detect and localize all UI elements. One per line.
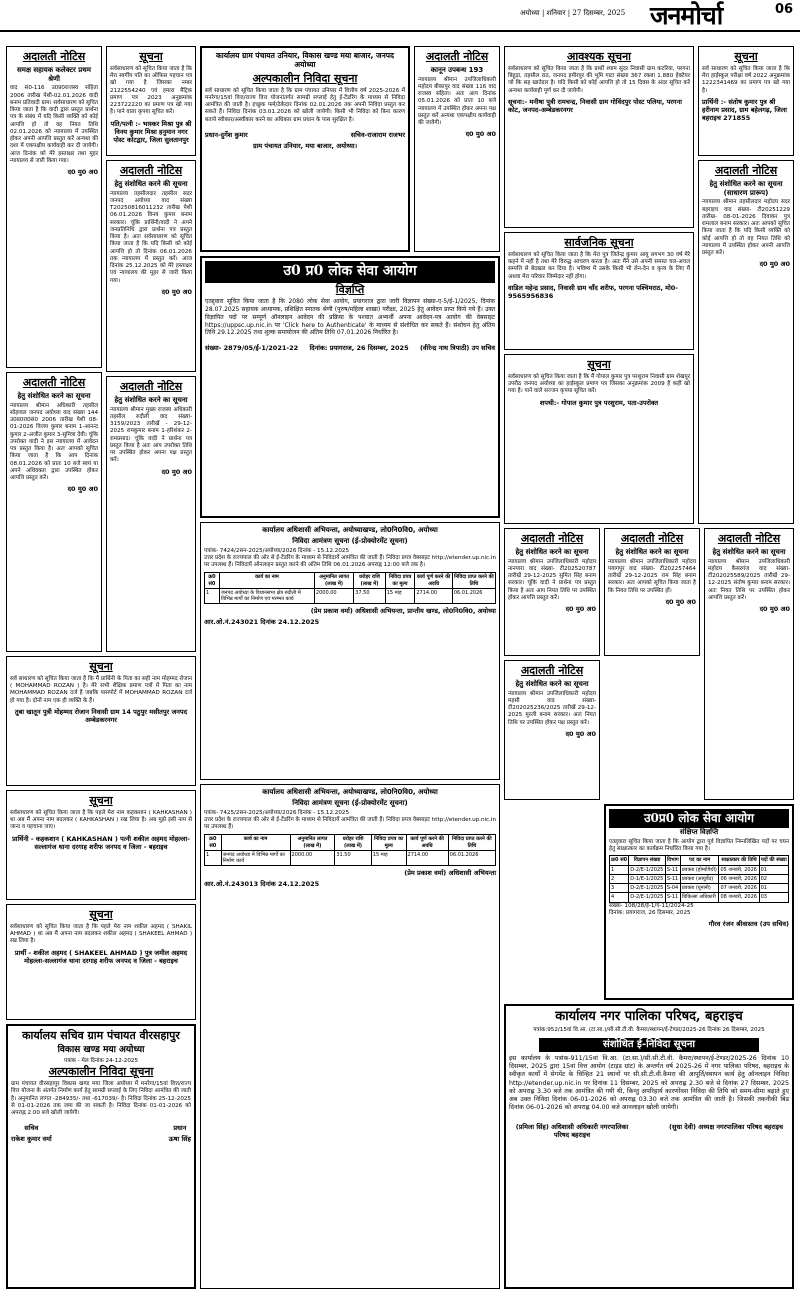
village-tender-notice-2 (6, 1024, 196, 1289)
table-row (610, 874, 789, 883)
notice-sign: वाडिल महेन्द्र प्रसाद, निवासी ग्राम चाँद शरीफ, परगना पश्चिमराठ, मो0-9565956836 (508, 283, 678, 300)
col-header: साक्षात्कार की तिथि (719, 856, 759, 865)
table-cell: 01 (759, 865, 788, 874)
notice-body: ग्राम पंचायत वीरसहापुर विकास खण्ड मया जिला अयोध्या में मनरेगा/15वां वित्त/राज्य वित्त योजना के अंतर्गत निर्माण कार्य हेतु सामग्री सप्लाई के लिए निविदा आमंत्रित की जाती है। अनुमानित लागत -284935/- तथा -617039/- है। निविदा दिनांक 25-12-2025 से 01-01-2026 तक जमा की जा सकती है। निविदा दिनांक 01-01-2026 को अपराह्न 2.00 बजे खोली जायेगी। (11, 1081, 191, 1117)
uppsc2-title: उ0प्र0 लोक सेवा आयोग (609, 809, 789, 828)
table-cell: 1 (205, 850, 222, 866)
col-header: कार्य का नाम (221, 835, 290, 851)
notice-body: वाद सं0-116 उ0प्र0राजस्व संहिता 2006 तारीख पेशी-02.01.2026 वादी बनाम प्रतिवादी ग्राम। सर्वसाधारण को सूचित किया जाता है कि वादी द्वारा प्रस्तुत प्रार्थना पत्र के संबंध में यदि किसी व्यक्ति को कोई आपत्ति हो तो वह नियत तिथि 02.01.2026 को न्यायालय में उपस्थित होकर अपनी आपत्ति प्रस्तुत करें अन्यथा की दशा में एकपक्षीय कार्यवाही कर दी जायेगी। आज दिनांक को मेरे हस्ताक्षर तथा मुहर न्यायालय से जारी किया गया। (10, 85, 98, 164)
notice-sign: द0 मु0 अ0 (665, 597, 696, 606)
col-header: निविदा प्राप्त करने की तिथि (448, 835, 495, 851)
uppsc-title: उ0 प्र0 लोक सेवा आयोग (205, 261, 495, 283)
notice-subtitle: अल्पकालीन निविदा सूचना (48, 1065, 154, 1079)
table-row (205, 588, 496, 604)
notice-subtitle: हेतु संशोधित करने का सूचना (साधारण प्रारूप) (709, 179, 783, 197)
table-cell: 05 जनवरी, 2026 (719, 865, 759, 874)
table-cell: प्रवक्ता (यूनानी) (680, 884, 719, 893)
notice-title: अदालती नोटिस (119, 380, 183, 393)
court-notice-6 (698, 160, 794, 524)
table-cell: S-11 (665, 865, 680, 874)
notice-title: अदालती नोटिस (714, 164, 778, 177)
col-header: क्र0 सं0 (205, 835, 222, 851)
table-cell: प्रवक्ता (आयुर्वेद) (680, 874, 719, 883)
notice-body: न्यायालय श्रीमान उपजिलाधिकारी महोदय नानपारा वाद संख्या- टी202520787 तारीखें 29-12-2025 सुमित सिंह बनाम सरकार। चूंकि वादी ने प्रार्थना पत्र प्रस्तुत किया है अतः आप नियत तिथि पर उपस्थित होकर आपत्ति प्रस्तुत करें। (508, 558, 596, 601)
pwd-tender-2 (200, 784, 500, 1289)
col-header: कार्य पूर्ण करने की अवधि (406, 835, 448, 851)
table-cell: 31.50 (335, 850, 372, 866)
page-number: 06 (775, 2, 794, 17)
col-header: धरोहर राशि (लाख में) (335, 835, 372, 851)
notice-title: अदालती नोटिस (520, 664, 584, 677)
table-cell: D-2/E-1/2025 (629, 884, 666, 893)
uppsc2-signatory: गौरव रंजन श्रीवास्तव (उप सचिव) (708, 920, 789, 929)
notice-subtitle: अल्पकालीन निविदा सूचना (252, 71, 358, 85)
notice-body: न्यायालय श्रीमान अधिकारी तहसील सोहावल जनपद अयोध्या वाद संख्या 144 उ0प्र0रा0सं0 2006 तारीख पेशी 08-01-2026 विजय कुमार बनाम 1-आनन्द कुमार 2-अजीत कुमार 3-सुमित्रा देवी। चूंकि उपरोक्त वादी ने इस न्यायालय में आवेदन पत्र प्रस्तुत किया है। अतः आपको सूचित किया जाता है कि आप दिनांक 08.01.2026 को प्रातः 10 बजे स्वयं या अपने अधिवक्ता द्वारा उपस्थित होकर आपत्ति प्रस्तुत करें। (10, 402, 98, 482)
notice-sign: प्रार्थिनी - कहकशान ( KAHKASHAN ) पत्नी शकील अहमद मोहल्ला-सल्लागंज थाना दरगाह शरीफ जनपद व जिला - बहराइच (12, 834, 190, 851)
notice-sign: द0 मु0 अ0 (565, 605, 596, 614)
table-cell: 01 (759, 884, 788, 893)
notice-body: सर्वसाधारण को सूचित किया जाता है कि प्रार्थी श्याम सुंदर निवासी ग्राम कटरिया, परगना बिहुड़ा, तहसील राठ, जनपद हमीरपुर की भूमि गाटा संख्या 367 रकबा 1.880 हेक्टेयर जो कि सह खातेदार है। यदि किसी को कोई आपत्ति हो तो 15 दिवस के अंदर सूचित करें अन्यथा कार्यवाही पूर्ण कर दी जायेगी। (508, 65, 690, 94)
table-row (610, 893, 789, 902)
table-cell: D-1/E-1/2025 (629, 874, 666, 883)
notice-subtitle: हेतु संशोधित करने की सूचना (114, 179, 188, 188)
col-header: विभाग (666, 857, 679, 864)
tender-header: कार्यालय अधिशासी अभियन्ता, अयोध्याखण्ड, लो0नि0वि0, अयोध्या (262, 788, 438, 796)
court-notice-9 (504, 660, 600, 800)
important-notice (504, 46, 694, 228)
notice-body: न्यायालय तहसीलदार तहसील सदर जनपद अयोध्या वाद संख्या T20250816011232 तारीख पेशी 06.01.2026 विनय कुमार बनाम सरकार। चूंकि प्रार्थिनी/वादी ने अपने जनप्रतिनिधि द्वारा प्रार्थना पत्र प्रस्तुत किया है। अतः सर्वसाधारण को सूचित किया जाता है कि यदि किसी को कोई आपत्ति हो तो दिनांक 06.01.2026 तक न्यायालय में प्रस्तुत करें। आज दिनांक 25.12.2025 को मेरे हस्ताक्षर एवं न्यायालय की मुहर से जारी किया गया। (110, 190, 192, 284)
tender-subheader: निविदा आमंत्रण सूचना (ई-प्रोक्योरमेंट सूचना) (292, 536, 408, 545)
tender-adv-number: आर.ओ.नं.243021 दिनांक 24.12.2025 (204, 618, 320, 627)
tender-adv-number: आर.ओ.नं.243013 दिनांक 24.12.2025 (204, 880, 320, 889)
newspaper-logo: जनमोर्चा (650, 1, 723, 30)
table-cell: 06.01.2026 (448, 850, 495, 866)
notice-title-2: विकास खण्ड मया अयोध्या (57, 1044, 145, 1055)
uppsc2-date: दिनांक: प्रयागराज, 26 दिसम्बर, 2025 (609, 909, 691, 916)
table-cell: जनपद अयोध्या के विधानसभा क्षेत्र रुदौली में विभिन्न मार्गों का निर्माण एवं मरम्मत कार्य (219, 588, 314, 604)
uppsc-signatory: (वीरेन्द्र नाथ त्रिपाठी) उप सचिव (419, 344, 495, 353)
notice-title: अदालती नोटिस (119, 164, 183, 177)
table-cell: 06 जनवरी, 2026 (719, 874, 759, 883)
pradhan-sign: प्रधान-दुर्गेश कुमार (205, 130, 248, 139)
notice-sign: द0 मु0 अ0 (67, 485, 98, 494)
uppsc-notice (200, 256, 500, 518)
notice-body: सर्वसाधारण को सूचित किया जाता है कि मेरा पुत्र जितेन्द्र कुमार आयु लगभग 30 वर्ष मेरे कहने में नहीं है तथा मेरे विरुद्ध आचरण करता है। अतः मैंने उसे अपनी समस्त चल-अचल सम्पत्ति से बेदखल कर दिया है। भविष्य में उसके किसी भी लेन-देन व कृत्य के लिए मैं अथवा मेरा परिवार जिम्मेदार नहीं होगा। (508, 251, 690, 280)
table-cell: 4 (610, 893, 629, 902)
tender-sign: (प्रेम प्रकाश वर्मा) अधिशासी अभियन्ता (404, 869, 496, 878)
table-cell: 2714.00 (406, 850, 448, 866)
court-notice-3 (106, 160, 196, 372)
table-cell: 02 (759, 874, 788, 883)
notice-title: अदालती नोटिस (717, 532, 781, 545)
table-cell: प्रवक्ता (होम्योपैथी) (680, 865, 719, 874)
notice-title: अदालती नोटिस (620, 532, 684, 545)
sachiv-name: राकेश कुमार वर्मा (11, 1135, 52, 1144)
court-notice-4 (106, 376, 196, 652)
col-header: पद का नाम (680, 856, 719, 865)
table-cell: जनपद अयोध्या में विभिन्न मार्गों का निर्माण कार्य (221, 850, 290, 866)
notice-title: सूचना (89, 660, 113, 673)
notice-sign: द0 मु0 अ0 (67, 168, 98, 177)
notice-body: सर्वसाधारण को सूचित किया जाता है कि मेरा स्वर्गीय पति का ऑफिस पहचान पत्र खो गया है जिसका नम्बर 2122554240 एवं हमारा मैट्रिक प्रमाण पत्र 2023 अनुक्रमांक 223722220 का प्रमाण पत्र खो गया है। पाने वाला कृपया सूचित करें। (110, 65, 192, 116)
notice-body: सर्व साधारण को सूचित किया जाता है कि मैं प्रार्थिनी के पिता का सही नाम मोहम्मद रोजान ( MOHAMMAD ROZAN ) है। मेरे सभी शैक्षिक प्रमाण पत्रों में पिता का नाम MOHAMMAD ROZAN दर्ज है जबकि पासपोर्ट में MOHAMMAD ROZAN दर्ज हो गया है। दोनों नाम एक ही व्यक्ति के हैं। (10, 675, 192, 704)
col-header: कार्य पूर्ण करने की अवधि (416, 574, 451, 587)
table-cell: 37.50 (354, 588, 386, 604)
uppsc-vigyapti: विज्ञप्ति (335, 282, 365, 296)
notice-title: आवश्यक सूचना (566, 50, 632, 63)
court-notice-10 (704, 528, 794, 800)
notice-body: न्यायालय श्रीमान मुख्य राजस्व अधिकारी तहसील रुदौली वाद संख्या- 3159/2023 तारीखें - 29-12-2025 रामकुमार बनाम 1-हरिशंकर 2-रामप्रसाद। चूंकि वादी ने प्रार्थना पत्र प्रस्तुत किया है अतः आप उपरोक्त तिथि पर उपस्थित होकर अपना पक्ष प्रस्तुत करें। (110, 406, 192, 464)
table-cell: 07 जनवरी, 2026 (719, 884, 759, 893)
col-header: विज्ञापन संख्या (629, 856, 666, 865)
notice-title: सूचना (587, 358, 611, 371)
table-cell: 3 (610, 884, 629, 893)
tender-body: उत्तर प्रदेश के राज्यपाल की ओर से ई-टेंडरिंग के माध्यम से निविदायें आमंत्रित की जाती हैं। निविदा प्रपत्र वेबसाइट http://etender.up.nic.in पर उपलब्ध हैं। (204, 816, 496, 831)
notice-sign: द0 मु0 अ0 (565, 729, 596, 738)
col-header: अनुमानित लागत (लाख में) (290, 835, 335, 851)
nagar-subtitle: संशोधित ई-निविदा सूचना (539, 1038, 759, 1053)
uppsc-date: दिनांक: प्रयागराज, 26 दिसम्बर, 2025 (309, 344, 409, 353)
notice-sign: तुबा खातून पुत्री मोहम्मद रोजान निवासी ग्राम 14 पठुपुर मसीतपुर जनपद अम्बेडकरनगर (14, 707, 188, 724)
notice-subtitle: हेतु संशोधित करने का सूचना (712, 547, 786, 556)
notice-body: न्यायालय श्रीमान तहसीलदार महोदय सदर बहराइच वाद संख्या- टी20251229 तारीख- 08-01-2026 दिवाकर पुत्र रामलाल बनाम सरकार। अतः आपको सूचित किया जाता है कि यदि किसी व्यक्ति को कोई आपत्ति हो तो वह नियत तिथि को न्यायालय में उपस्थित होकर अपनी आपत्ति प्रस्तुत करें। (702, 199, 790, 257)
table-cell: 03 (759, 893, 788, 902)
col-header: पदों की संख्या (760, 857, 787, 864)
notice-title: सूचना (89, 794, 113, 807)
notice-sign: प्रार्थिनी :- संतोष कुमार पुत्र श्री हरीनाम प्रसाद, ग्राम बहेलगढ़, जिला बहराइच 271855 (702, 97, 787, 123)
notice-subtitle: समक्ष सहायक कलेक्टर प्रथम श्रेणी (17, 65, 91, 83)
notice-title: सूचना (89, 908, 113, 921)
notice-sign: द0 मु0 अ0 (161, 467, 192, 476)
table-cell: 2000.00 (290, 850, 335, 866)
table-cell: 2000.00 (314, 588, 353, 604)
pradhan-name: ऊषा सिंह (168, 1135, 191, 1144)
notice-ref: पत्रांक - मेल दिनांक 24-12-2025 (63, 1058, 139, 1064)
col-header: निविदा प्रपत्र का मूल्य (371, 835, 406, 851)
notice-subtitle: हेतु संशोधित करने का सूचना (17, 391, 91, 400)
notice-subtitle: हेतु संशोधित करने का सूचना (515, 547, 589, 556)
table-cell: D-2/E-1/2025 (629, 893, 666, 902)
tender-subheader: निविदा आमंत्रण सूचना (ई-प्रोक्योरमेंट सूचना) (292, 798, 408, 807)
lost-certificate-notice (504, 354, 694, 524)
nagar-title: कार्यालय नगर पालिका परिषद, बहराइच (555, 1009, 743, 1024)
table-cell: 06.01.2026 (452, 588, 495, 604)
uppsc-ref-number: संख्या- 2879/05/ई-1/2021-22 (205, 344, 299, 353)
col-header: अनुमानित लागत (लाख में) (314, 573, 353, 589)
notice-sign: प्रार्थी - शकील अहमद ( SHAKEEL AHMAD ) पुत्र जमील अहमद मोहल्ला-सल्लागंज थाना दरगाह शरीफ जनपद व जिला - बहराइच (14, 948, 188, 965)
uppsc-body: एतद्द्वारा सूचित किया जाता है कि 2080 लोक सेवा आयोग, प्रयागराज द्वारा जारी विज्ञापन संख्या-ए-5/ई-1/2025, दिनांक 28.07.2025 सहायक अध्यापक, प्रशिक्षित स्नातक श्रेणी (पुरुष/महिला शाखा) परीक्षा, 2025 हेतु आवेदन प्राप्त किये गये हैं। उक्त विज्ञापित पदों पर सम्पूर्ण ऑनलाइन आवेदन की प्रक्रिया के पश्चात अभ्यर्थी अपना आवेदन-पत्र आयोग की वेबसाइट https://uppsc.up.nic.in पर 'Click here to Authenticate' के माध्यम से संशोधित कर सकते हैं। संशोधन हेतु अंतिम तिथि 29.12.2025 तथा शुल्क समायोजन की अंतिम तिथि 07.01.2026 निर्धारित है। (205, 298, 495, 337)
tender-body: उत्तर प्रदेश के राज्यपाल की ओर से ई-टेंडरिंग के माध्यम से निविदायें आमंत्रित की जाती हैं। निविदा प्रपत्र वेबसाइट http://etender.up.nic.in पर उपलब्ध हैं। निविदायें ऑनलाइन प्रस्तुत करने की अंतिम तिथि 06.01.2026 अपराह्न 12:00 बजे तक है। (204, 554, 496, 569)
uppsc-interview-notice (604, 804, 794, 1000)
notice-body: सर्वसाधारण को सूचित किया जाता है कि पहले मेरा नाम कहकशान ( KAHKASHAN ) था अब मैं अपना नाम बदलकर ( KAHKASHAN ) रख लिया है। अब मुझे इसी नाम से जाना व पहचाना जाए। (10, 809, 192, 831)
tender-header: कार्यालय अधिशासी अभियन्ता, अयोध्याखण्ड, लो0नि0वि0, अयोध्या (262, 526, 438, 534)
uppsc2-body: एतद्द्वारा सूचित किया जाता है कि आयोग द्वारा पूर्व विज्ञापित निम्नलिखित पदों पर चयन हेतु साक्षात्कार का कार्यक्रम निर्धारित किया गया है। (609, 838, 789, 853)
table-cell: S-11 (665, 893, 680, 902)
pradhan-label: प्रधान (173, 1124, 187, 1133)
notice-title: कार्यालय ग्राम पंचायत उनियार, विकास खण्ड मया बाजार, जनपद अयोध्या (216, 51, 394, 70)
table-cell: 15 माह (371, 850, 406, 866)
notice-footer: ग्राम पंचायत उनियार, मया बाजार, अयोध्या। (252, 141, 358, 150)
masthead (0, 0, 800, 32)
notice-body: सर्व साधारण को सूचित किया जाता है कि ग्राम पंचायत उनियार में वित्तीय वर्ष 2025-2026 में मनरेगा/15वां वित्त/राज्य वित्त योजनांतर्गत सामग्री सप्लाई हेतु ई-टेंडरिंग के माध्यम से निविदा आमंत्रित की जाती है। इच्छुक फर्म/ठेकेदार दिनांक 02.01.2026 तक अपनी निविदा प्रस्तुत कर सकते हैं। निविदा दिनांक 03.01.2026 को खोली जायेगी। किसी भी निविदा को बिना कारण बताये स्वीकार/अस्वीकार करने का अधिकार ग्राम प्रधान के पास सुरक्षित है। (205, 87, 405, 123)
notice-title: सूचना (734, 50, 758, 63)
col-header: कार्य का नाम (219, 573, 314, 589)
notice-title: सूचना (139, 50, 163, 63)
notice-body: न्यायालय श्रीमान उपजिलाधिकारी महोदय पयागपुर वाद संख्या- टी202257464 तारीखें 29-12-2025 राम सिंह बनाम सरकार। अतः आपको सूचित किया जाता है कि नियत तिथि पर उपस्थित हों। (608, 558, 696, 594)
uppsc2-subtitle: संक्षिप्त विज्ञप्ति (679, 828, 719, 836)
notice-body: न्यायालय श्रीमान उपजिलाधिकारी महोदय बीकापुर वाद संख्या 116 वाद राजस्व संहिता। अतः आप दिनांक 05.01.2026 को प्रातः 10 बजे न्यायालय में उपस्थित होकर अपना पक्ष प्रस्तुत करें अन्यथा एकपक्षीय कार्यवाही की जायेगी। (418, 76, 496, 127)
notice-subtitle: हेतु संशोधित करने का सूचना (515, 679, 589, 688)
notice-body: सर्व साधारण को सूचित किया जाता है कि मेरा हाईस्कूल परीक्षा वर्ष 2022 अनुक्रमांक 1222341469 का प्रमाण पत्र खो गया है। (702, 65, 790, 94)
name-correction-notice (6, 656, 196, 786)
col-header: निविदा प्रपत्र का मूल्य (385, 573, 415, 589)
table-cell: 15 माह (385, 588, 415, 604)
sachiv-label: सचिव (24, 1124, 39, 1133)
notice-body: सर्वसाधारण को सूचित किया जाता है कि मैं गोपाल कुमार पुत्र परशुराम निवासी ग्राम शेखपुर उपरौठ जनपद अयोध्या का हाईस्कूल प्रमाण पत्र जिसका अनुक्रमांक 2009 है कहीं खो गया है। पाने वाले सज्जन कृपया सूचित करें। (508, 373, 690, 395)
notice-sign: द0 मु0 अ0 (465, 130, 496, 139)
lost-notice (106, 46, 196, 156)
notice-body: न्यायालय श्रीमान उपजिलाधिकारी महोदय महसी वाद संख्या- टी202025236/2025 तारीखें 29-12-2025 मुरली बनाम सरकार। अतः नियत तिथि पर उपस्थित होकर पक्ष प्रस्तुत करें। (508, 690, 596, 726)
public-notice (504, 232, 694, 350)
notice-subtitle: हेतु संशोधित करने का सूचना (114, 395, 188, 404)
tender-ref: पत्रांक- 7424/2सन-2025/अयोध्या/2026 दिनांक - 15.12.2025 (204, 547, 350, 554)
table-row (610, 884, 789, 893)
nagar-body: इस कार्यालय के पत्रांक-911/15वां वि.आ. (टा.सा.)/सी.सी.टी.वी. कैमरा/स्थापन/ई-टेण्डर/2025-26 दिनांक 10 दिसम्बर, 2025 द्वारा 15वां वित्त आयोग (टाइड ग्रांट) के अन्तर्गत वर्ष 2025-26 में नगर पालिका परिषद, बहराइच के स्वीकृत कार्यों में सेगमेंट के चिन्हित 21 स्थानों पर सी.सी.टी.वी.कैमरा की आपूर्ति/स्थापन कार्य हेतु ऑनलाइन निविदा http://etender.up.nic.in पर दिनांक 11 दिसम्बर, 2025 को अपराह्न 2.30 बजे से दिनांक 27 दिसम्बर, 2025 को अपराह्न 3.30 बजे तक आमंत्रित की गयी थी, किन्तु अपरिहार्य कारणोंवश निविदा की तिथि को समय-सीमा बढ़ाते हुए अब उक्त निविदा दिनांक 06-01-2026 को अपराह्न 03.30 बजे तक आमंत्रित की जाती है। जिसकी तकनीकी बिड दिनांक 06-01-2026 को अपराह्न 04.00 बजे आनलाइन खोली जायेगी। (509, 1055, 789, 1112)
court-notice-2 (6, 372, 102, 652)
tender-table (204, 572, 496, 604)
court-notice-7 (504, 528, 600, 656)
table-cell: 1 (205, 588, 220, 604)
court-notice-1 (6, 46, 102, 368)
table-cell: 2714.00 (415, 588, 452, 604)
col-header: निविदा प्राप्त करने की तिथि (454, 574, 494, 587)
court-notice-8 (604, 528, 700, 656)
notice-sign: पति/पत्नी :- भास्कर मिश्रा पुत्र श्री विनय कुमार मिश्रा हनुमान नगर पोस्ट कोटद्वार, जिला सुलतानपुर (110, 119, 192, 144)
notice-sign: सूचना:- मनीषा पुत्री रामचन्द्र, निवासी ग्राम गोविंदपुर पोस्ट पलिया, परगना कोट, जनपद-अम्बेडकरनगर (508, 97, 682, 114)
notice-title: कार्यालय सचिव ग्राम पंचायत वीरसहापुर (22, 1029, 180, 1042)
interview-table (609, 855, 789, 902)
col-header: क्र0 सं0 (205, 573, 220, 589)
table-cell: D-2/E-1/2025 (629, 865, 666, 874)
name-notice (698, 46, 794, 156)
nagar-palika-notice (504, 1004, 794, 1289)
notice-title: अदालती नोटिस (520, 532, 584, 545)
notice-sign: द0 मु0 अ0 (759, 260, 790, 269)
tender-table (204, 834, 496, 866)
notice-title: अदालती नोटिस (425, 50, 489, 63)
table-row (610, 865, 789, 874)
tender-ref: पत्रांक- 7425/2सन-2025/अयोध्या/2026 दिनांक - 15.12.2025 (204, 809, 350, 816)
sachiv-sign: सचिव-राजाराम राजभर (350, 130, 405, 139)
notice-body: न्यायालय श्रीमान उपजिलाधिकारी महोदय कैसरगंज वाद संख्या- टी202025589/2025 तारीखें 29-12-2025 संतोष कुमार बनाम सरकार। अतः नियत तिथि पर उपस्थित होकर आपत्ति प्रस्तुत करें। (708, 558, 790, 601)
table-row (205, 850, 496, 866)
nagar-ref: पत्रांक:952/15वां वि.आ. (टा.सा.)/सी.सी.टी.वी. कैमरा/स्थापन/ई-टेण्डर/2025-26 दिनांक 26 दिसम्बर, 2025 (533, 1027, 765, 1034)
notice-subtitle: हेतु संशोधित करने का सूचना (615, 547, 689, 556)
name-change-notice-2 (6, 904, 196, 1020)
notice-sign: शपथी:- गोपाल कुमार पुत्र परशुराम, पता-उपरोक्त (539, 398, 659, 407)
table-cell: S-11 (665, 874, 680, 883)
notice-sign: द0 मु0 अ0 (161, 287, 192, 296)
col-header: क्र0 सं0 (611, 857, 628, 864)
name-change-notice-1 (6, 790, 196, 900)
notice-subtitle: कानून उपबन्ध 193 (430, 65, 484, 74)
table-cell: S-04 (665, 884, 680, 893)
notice-title: अदालती नोटिस (22, 376, 86, 389)
pwd-tender-1 (200, 522, 500, 780)
notice-title: सार्वजनिक सूचना (564, 236, 634, 249)
table-cell: 2 (610, 874, 629, 883)
issue-date: अयोध्या | शनिवार | 27 दिसम्बर, 2025 (520, 9, 626, 17)
eo-sign: (प्रमिला सिंह) अधिशासी अधिकारी नगरपालिका परिषद बहराइच (515, 1123, 629, 1140)
table-cell: चिकित्सा अधिकारी (680, 893, 719, 902)
uppsc2-ref: संख्या- 108/28/ई-1/ए-11/2024-25 (609, 902, 694, 909)
table-cell: 08 जनवरी, 2026 (719, 893, 759, 902)
notice-title: अदालती नोटिस (22, 50, 86, 63)
notice-sign: द0 मु0 अ0 (759, 605, 790, 614)
notice-body: सर्वसाधारण को सूचित किया जाता है कि पहले मेरा नाम शकील अहमद ( SHAKIL AHMAD ) था अब मैं अपना नाम बदलकर शकील अहमद ( SHAKEEL AHMAD ) रख लिया है। (10, 923, 192, 945)
tender-sign: (प्रेम प्रकाश वर्मा) अधिशासी अभियन्ता, प्रान्तीय खण्ड, लो0नि0वि0, अयोध्या (310, 607, 496, 616)
table-cell: 1 (610, 865, 629, 874)
court-notice-5 (414, 46, 500, 252)
chairperson-sign: (सुधा देवी) अध्यक्ष नगरपालिका परिषद बहराइच (668, 1123, 784, 1132)
col-header: धरोहर राशि (लाख में) (354, 573, 386, 589)
village-tender-notice (200, 46, 410, 252)
